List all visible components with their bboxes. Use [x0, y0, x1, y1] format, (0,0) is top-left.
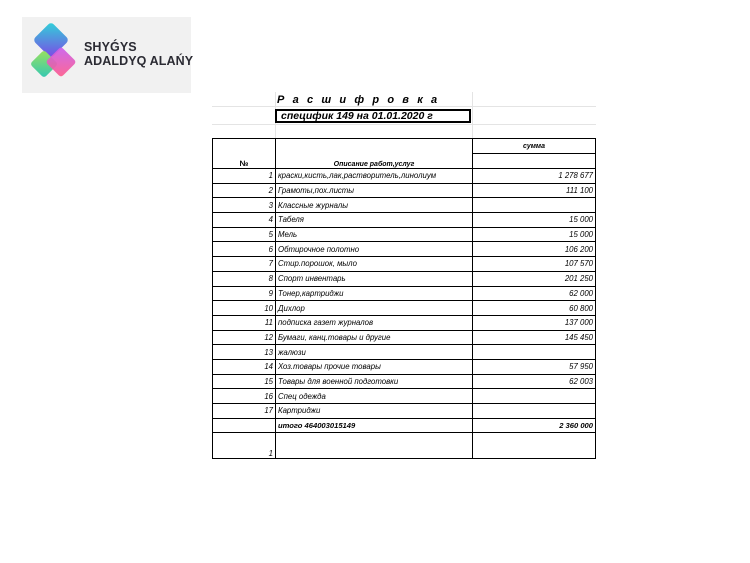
column-header-description: Описание работ,услуг — [276, 139, 473, 169]
row-amount-cell[interactable]: 62 003 — [473, 374, 596, 389]
gridline — [472, 92, 473, 138]
table-row — [213, 198, 596, 213]
total-row — [213, 418, 596, 433]
row-amount-cell[interactable]: 137 000 — [473, 315, 596, 330]
row-description-cell[interactable]: Хоз.товары прочие товары — [276, 359, 473, 374]
row-number-cell[interactable]: 4 — [213, 213, 276, 228]
row-amount-cell[interactable] — [473, 389, 596, 404]
table-header-row — [213, 139, 596, 154]
table-row — [213, 389, 596, 404]
row-number-cell[interactable]: 10 — [213, 301, 276, 316]
row-number-cell[interactable]: 8 — [213, 271, 276, 286]
row-number-cell[interactable]: 14 — [213, 359, 276, 374]
row-description-cell[interactable]: Грамоты,пох.листы — [276, 183, 473, 198]
specification-table — [212, 138, 596, 459]
row-amount-cell[interactable]: 15 000 — [473, 227, 596, 242]
row-description-cell[interactable]: Стир.порошок, мыло — [276, 257, 473, 272]
table-row — [213, 257, 596, 272]
table-row — [213, 271, 596, 286]
row-amount-cell[interactable] — [473, 404, 596, 419]
row-description-cell[interactable]: Картриджи — [276, 404, 473, 419]
table-row — [213, 301, 596, 316]
row-description-cell[interactable]: Спорт инвентарь — [276, 271, 473, 286]
row-number-cell[interactable]: 17 — [213, 404, 276, 419]
row-number-cell[interactable]: 5 — [213, 227, 276, 242]
table-row — [213, 359, 596, 374]
table-row — [213, 330, 596, 345]
row-number-cell[interactable]: 6 — [213, 242, 276, 257]
row-amount-cell[interactable]: 106 200 — [473, 242, 596, 257]
document-subtitle: специфик 149 на 01.01.2020 г — [281, 110, 433, 122]
row-amount-cell[interactable]: 111 100 — [473, 183, 596, 198]
row-amount-cell[interactable]: 57 950 — [473, 359, 596, 374]
total-label-cell[interactable]: итого 464003015149 — [276, 418, 473, 433]
table-row — [213, 213, 596, 228]
logo-wordmark — [84, 40, 193, 68]
row-number-cell[interactable]: 15 — [213, 374, 276, 389]
logo-line-1: SHYǴYS — [84, 40, 137, 54]
row-description-cell[interactable]: жалюзи — [276, 345, 473, 360]
row-description-cell[interactable]: Обтирочное полотно — [276, 242, 473, 257]
row-number-cell[interactable]: 7 — [213, 257, 276, 272]
row-description-cell[interactable]: Товары для военной подготовки — [276, 374, 473, 389]
footer-amount-cell[interactable] — [473, 433, 596, 459]
row-number-cell[interactable]: 3 — [213, 198, 276, 213]
row-description-cell[interactable]: Тонер,картриджи — [276, 286, 473, 301]
row-amount-cell[interactable] — [473, 198, 596, 213]
row-amount-cell[interactable]: 15 000 — [473, 213, 596, 228]
logo-line-2: ADALDYQ ALAŃY — [84, 54, 194, 68]
row-description-cell[interactable]: Мель — [276, 227, 473, 242]
total-number-cell[interactable] — [213, 418, 276, 433]
row-amount-cell[interactable] — [473, 345, 596, 360]
document-title: Р а с ш и ф р о в к а — [277, 94, 440, 106]
table-row — [213, 374, 596, 389]
row-number-cell[interactable]: 12 — [213, 330, 276, 345]
column-header-spacer — [473, 154, 596, 169]
row-description-cell[interactable]: подписка газет журналов — [276, 315, 473, 330]
row-description-cell[interactable]: Спец одежда — [276, 389, 473, 404]
gridline — [212, 124, 596, 125]
subtitle-cell[interactable] — [275, 109, 471, 123]
table-row — [213, 169, 596, 184]
row-number-cell[interactable]: 9 — [213, 286, 276, 301]
row-number-cell[interactable]: 13 — [213, 345, 276, 360]
logo — [22, 17, 194, 93]
row-amount-cell[interactable]: 145 450 — [473, 330, 596, 345]
table-row — [213, 404, 596, 419]
total-amount-cell[interactable]: 2 360 000 — [473, 418, 596, 433]
table-row — [213, 315, 596, 330]
logo-cubes-icon — [26, 21, 82, 89]
row-number-cell[interactable]: 16 — [213, 389, 276, 404]
row-amount-cell[interactable]: 62 000 — [473, 286, 596, 301]
gridline — [212, 106, 596, 107]
row-description-cell[interactable]: краски,кисть,лак,растворитель,линолиум — [276, 169, 473, 184]
row-amount-cell[interactable]: 107 570 — [473, 257, 596, 272]
column-header-number: № — [213, 139, 276, 169]
row-amount-cell[interactable]: 1 278 677 — [473, 169, 596, 184]
table-row — [213, 286, 596, 301]
table-row — [213, 183, 596, 198]
column-header-amount: сумма — [473, 139, 596, 154]
footer-number-cell[interactable]: 1 — [213, 433, 276, 459]
row-amount-cell[interactable]: 60 800 — [473, 301, 596, 316]
footer-description-cell[interactable] — [276, 433, 473, 459]
row-description-cell[interactable]: Классные журналы — [276, 198, 473, 213]
row-number-cell[interactable]: 2 — [213, 183, 276, 198]
row-description-cell[interactable]: Дихлор — [276, 301, 473, 316]
row-amount-cell[interactable]: 201 250 — [473, 271, 596, 286]
row-number-cell[interactable]: 11 — [213, 315, 276, 330]
footer-row — [213, 433, 596, 459]
table-row — [213, 345, 596, 360]
row-number-cell[interactable]: 1 — [213, 169, 276, 184]
row-description-cell[interactable]: Табеля — [276, 213, 473, 228]
row-description-cell[interactable]: Бумаги, канц.товары и другие — [276, 330, 473, 345]
table-row — [213, 227, 596, 242]
table-row — [213, 242, 596, 257]
